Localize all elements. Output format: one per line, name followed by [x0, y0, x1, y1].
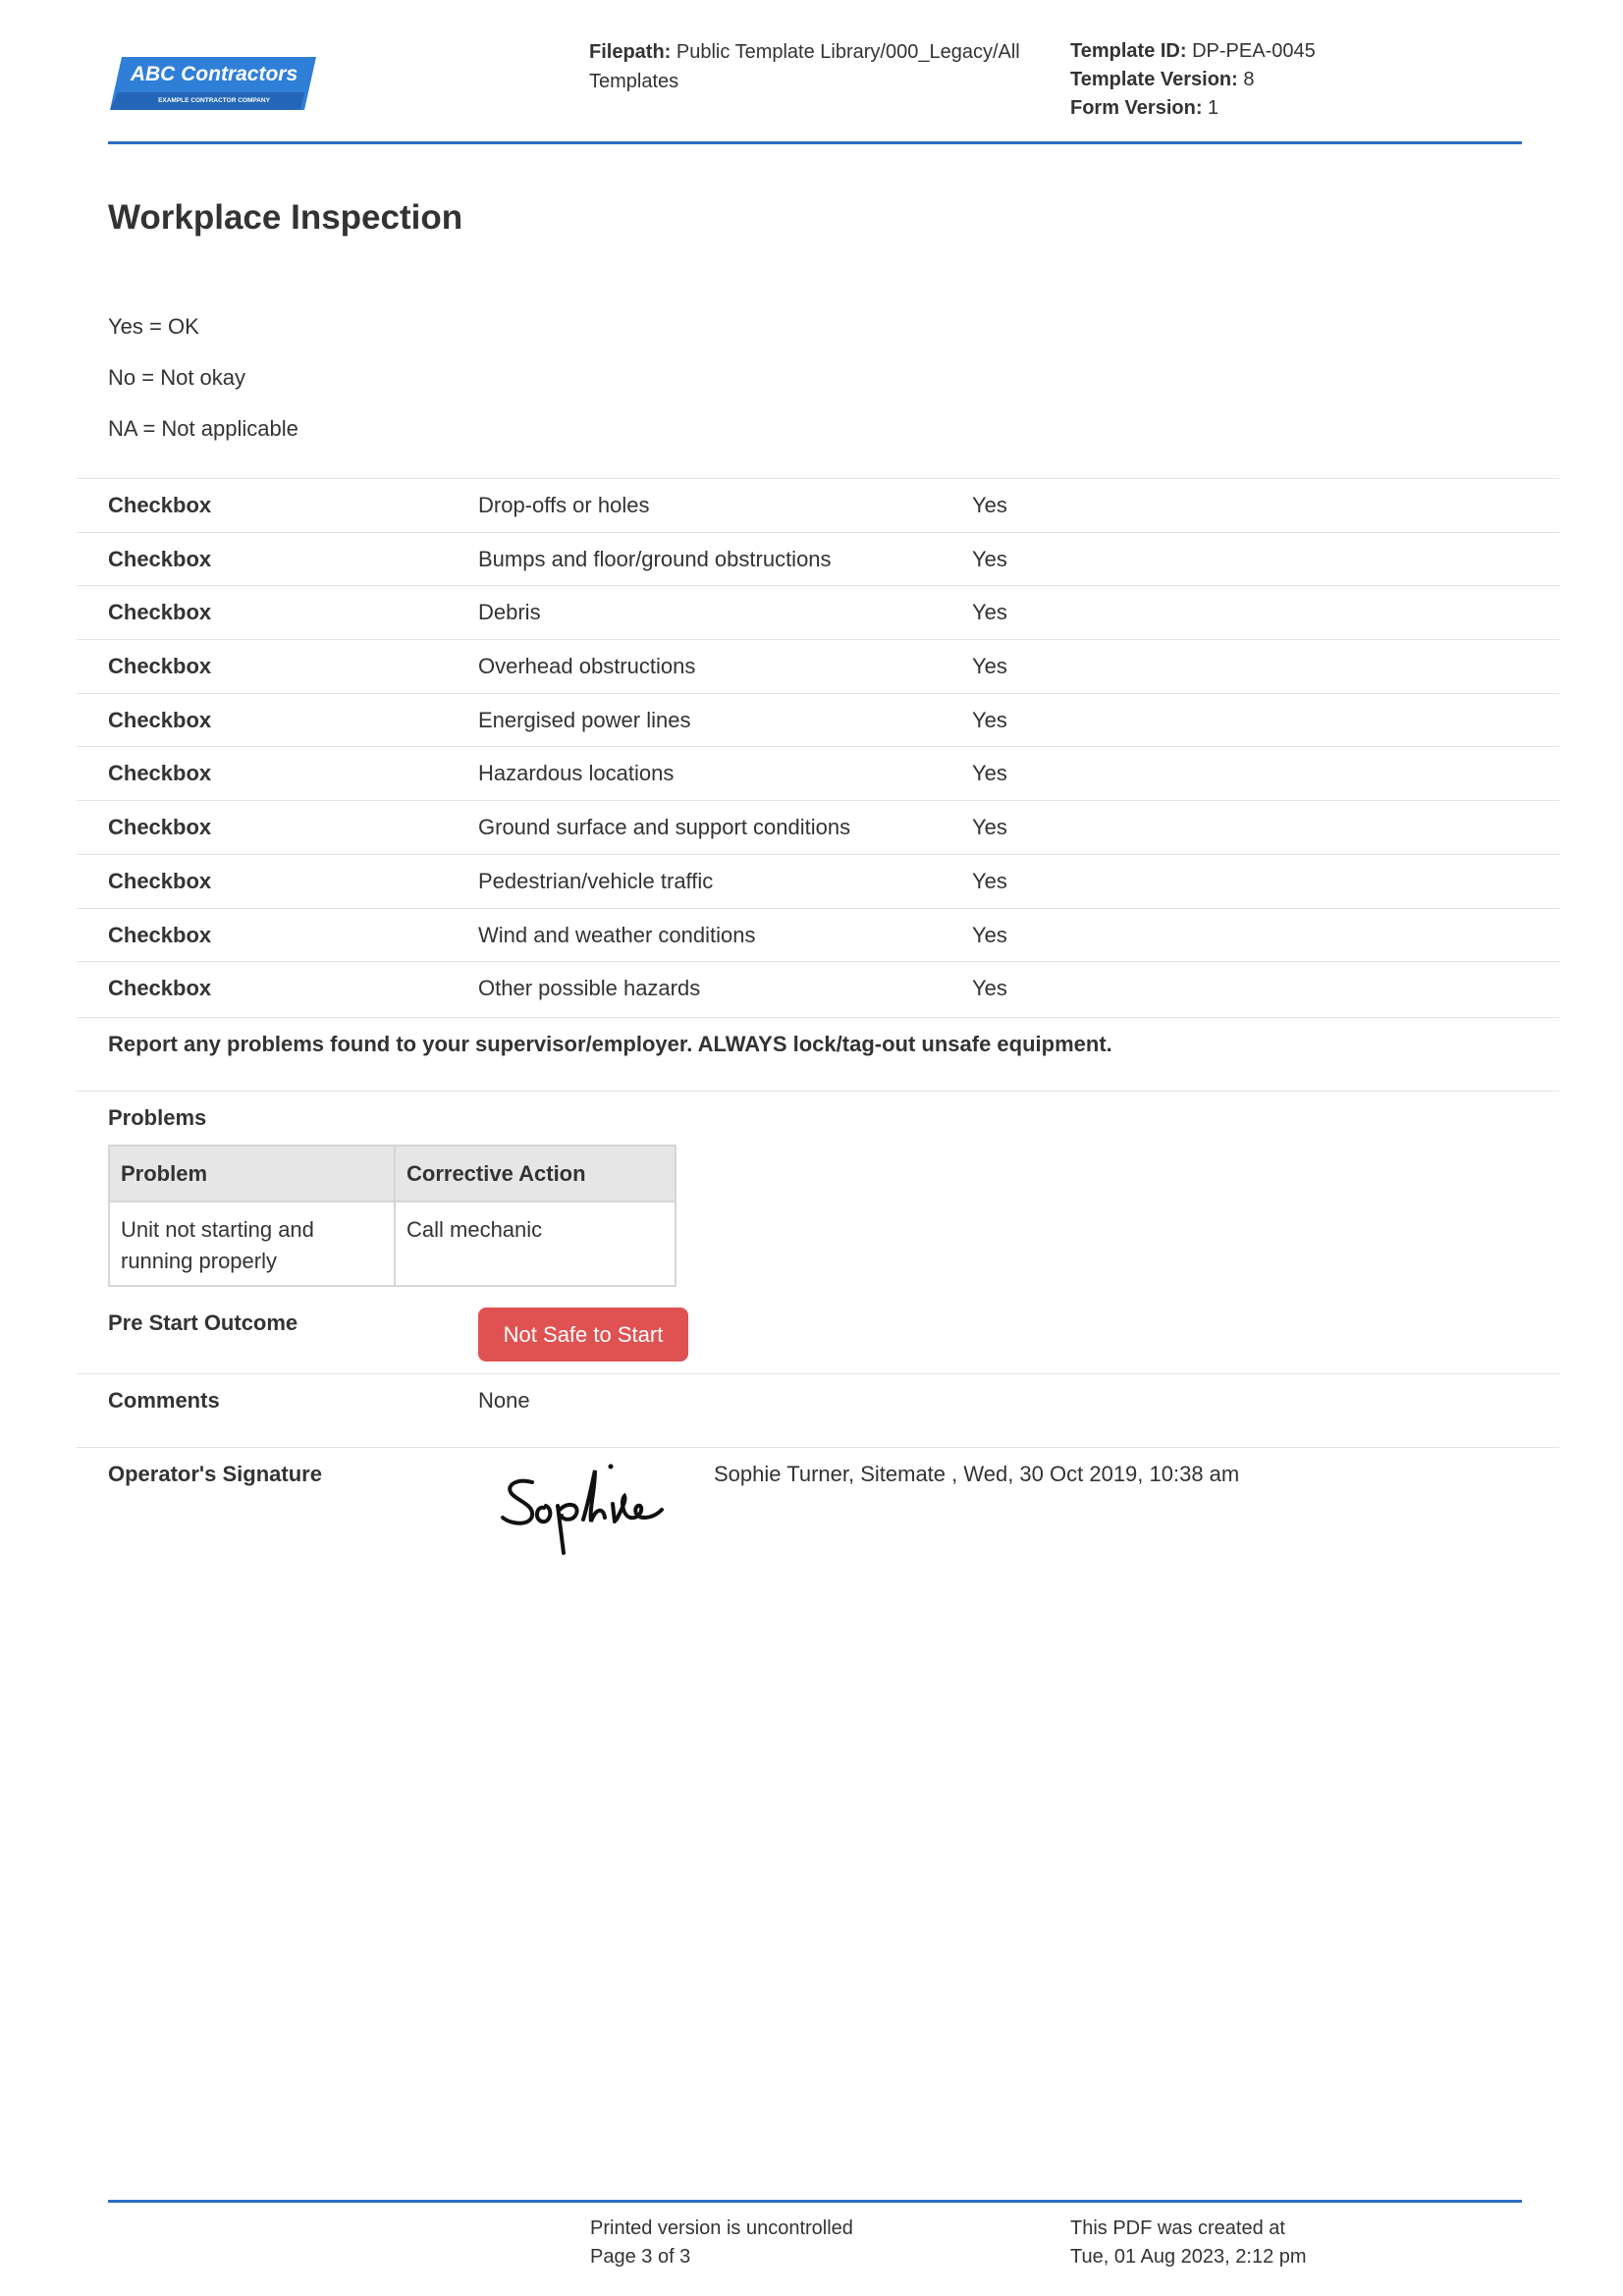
- page-title: Workplace Inspection: [108, 198, 463, 237]
- signature-label: Operator's Signature: [108, 1462, 322, 1486]
- footer-divider: [108, 2200, 1522, 2203]
- signature-image: [501, 1461, 673, 1555]
- form-version-label: Form Version:: [1070, 97, 1203, 119]
- logo-tagline: EXAMPLE CONTRACTOR COMPANY: [158, 97, 270, 104]
- row-item: Other possible hazards: [478, 976, 701, 1001]
- safety-notice-text: Report any problems found to your supervisor/employer. ALWAYS lock/tag-out unsafe equipment.: [108, 1032, 1112, 1056]
- page-header: [108, 37, 1522, 145]
- problem-cell: Unit not starting and running properly: [109, 1201, 395, 1286]
- checklist-row: [77, 532, 1559, 586]
- row-item: Bumps and floor/ground obstructions: [478, 546, 832, 571]
- row-type: Checkbox: [108, 493, 212, 517]
- template-id-label: Template ID:: [1070, 40, 1187, 62]
- filepath-block: [589, 37, 1051, 96]
- row-value: Yes: [972, 815, 1007, 840]
- form-version-value: 1: [1208, 97, 1219, 119]
- checklist: [77, 478, 1559, 1015]
- legend-item-no: No = Not okay: [108, 365, 246, 390]
- checklist-row: [77, 585, 1559, 639]
- checklist-row: [77, 746, 1559, 800]
- footer-right: [1070, 2215, 1307, 2271]
- comments-value: None: [478, 1388, 530, 1413]
- corrective-action-cell: Call mechanic: [395, 1201, 676, 1286]
- logo-name: ABC Contractors: [130, 63, 298, 85]
- row-value: Yes: [972, 761, 1007, 786]
- legend-item-yes: Yes = OK: [108, 314, 199, 339]
- row-item: Drop-offs or holes: [478, 493, 650, 517]
- page-number: Page 3 of 3: [590, 2246, 691, 2268]
- row-type: Checkbox: [108, 600, 212, 625]
- company-logo: [108, 53, 319, 114]
- problems-label: Problems: [108, 1105, 207, 1130]
- problems-table: [108, 1145, 676, 1287]
- problems-table-header: [109, 1146, 676, 1201]
- checklist-row: [77, 961, 1559, 1015]
- comments-row: [77, 1373, 1559, 1448]
- row-item: Pedestrian/vehicle traffic: [478, 868, 714, 893]
- uncontrolled-notice: Printed version is uncontrolled: [590, 2217, 853, 2239]
- checklist-row: [77, 478, 1559, 532]
- checklist-row: [77, 854, 1559, 908]
- row-item: Debris: [478, 600, 541, 625]
- row-type: Checkbox: [108, 868, 212, 893]
- checklist-row: [77, 693, 1559, 747]
- row-type: Checkbox: [108, 922, 212, 947]
- row-value: Yes: [972, 600, 1007, 625]
- template-id-value: DP-PEA-0045: [1192, 40, 1316, 62]
- row-value: Yes: [972, 654, 1007, 679]
- filepath-label: Filepath:: [589, 41, 672, 63]
- row-value: Yes: [972, 707, 1007, 732]
- template-meta-block: [1070, 37, 1492, 123]
- row-value: Yes: [972, 546, 1007, 571]
- legend-item-na: NA = Not applicable: [108, 416, 298, 441]
- filepath-value: Public Template Library/000_Legacy/All Templates: [589, 41, 1020, 92]
- row-type: Checkbox: [108, 707, 212, 732]
- checklist-row: [77, 800, 1559, 854]
- row-type: Checkbox: [108, 546, 212, 571]
- prestart-outcome-badge: Not Safe to Start: [478, 1308, 688, 1362]
- pdf-created-timestamp: Tue, 01 Aug 2023, 2:12 pm: [1070, 2246, 1307, 2268]
- column-header-corrective-action: Corrective Action: [395, 1146, 676, 1201]
- row-item: Overhead obstructions: [478, 654, 696, 679]
- row-item: Ground surface and support conditions: [478, 815, 851, 840]
- row-value: Yes: [972, 493, 1007, 517]
- row-value: Yes: [972, 976, 1007, 1001]
- answer-legend: [108, 312, 298, 465]
- template-version-label: Template Version:: [1070, 69, 1238, 90]
- handwritten-signature-icon: [501, 1461, 673, 1555]
- prestart-outcome-label: Pre Start Outcome: [108, 1310, 298, 1335]
- row-type: Checkbox: [108, 815, 212, 840]
- footer-left: [590, 2215, 853, 2271]
- row-item: Hazardous locations: [478, 761, 675, 786]
- column-header-problem: Problem: [109, 1146, 395, 1201]
- table-row: [109, 1201, 676, 1286]
- template-version-value: 8: [1243, 69, 1255, 90]
- row-type: Checkbox: [108, 976, 212, 1001]
- comments-label: Comments: [108, 1388, 220, 1413]
- pdf-created-label: This PDF was created at: [1070, 2217, 1285, 2239]
- logo-badge-icon: [108, 53, 319, 114]
- checklist-row: [77, 639, 1559, 693]
- checklist-row: [77, 908, 1559, 962]
- row-item: Energised power lines: [478, 707, 691, 732]
- row-item: Wind and weather conditions: [478, 922, 756, 947]
- row-value: Yes: [972, 868, 1007, 893]
- signature-details: Sophie Turner, Sitemate , Wed, 30 Oct 2019, 10:38 am: [714, 1462, 1240, 1486]
- safety-notice: [77, 1017, 1559, 1092]
- row-value: Yes: [972, 922, 1007, 947]
- row-type: Checkbox: [108, 654, 212, 679]
- row-type: Checkbox: [108, 761, 212, 786]
- header-divider: [108, 141, 1522, 144]
